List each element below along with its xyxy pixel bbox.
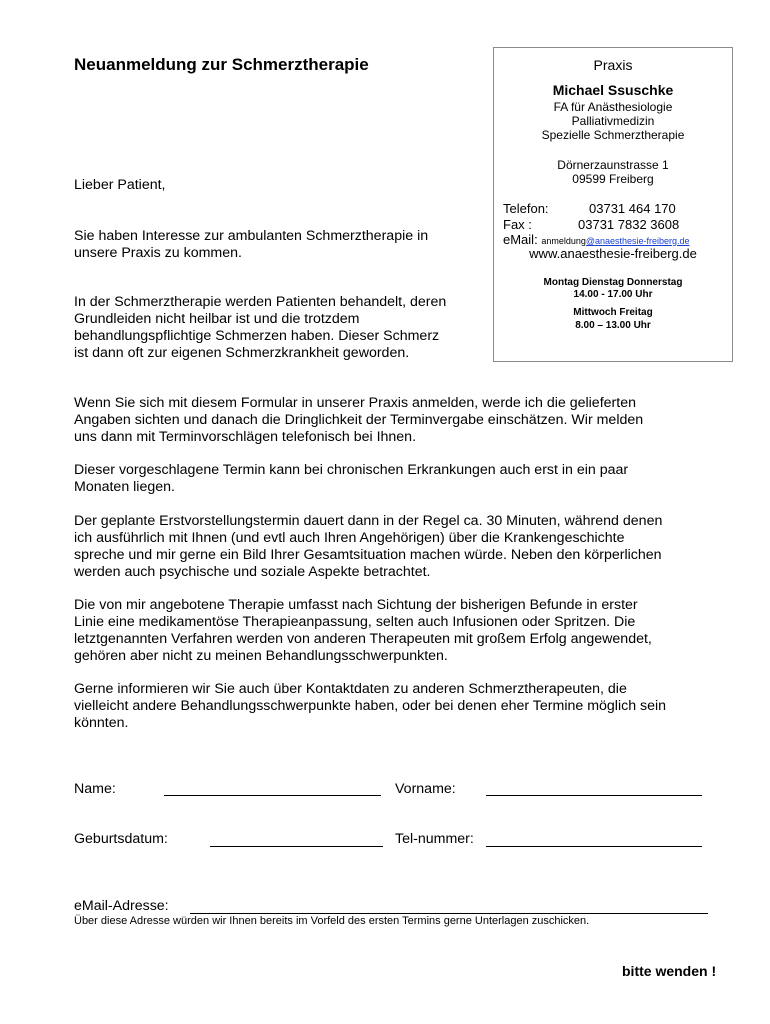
email-prefix: anmeldung bbox=[541, 236, 586, 246]
text-line: Angaben sichten und danach die Dringlichkeit der Terminvergabe einschätzen. Wir melden bbox=[74, 412, 644, 428]
email-field[interactable] bbox=[190, 913, 708, 914]
text-line: Gerne informieren wir Sie auch über Kontaktdaten zu anderen Schmerztherapeuten, die bbox=[74, 681, 627, 697]
phone-row bbox=[503, 201, 676, 216]
text-line: gehören aber nicht zu meinen Behandlungsschwerpunkten. bbox=[74, 648, 448, 664]
paragraph bbox=[74, 597, 652, 665]
fax-number: 03731 7832 3608 bbox=[578, 217, 680, 232]
geburtsdatum-field[interactable] bbox=[210, 846, 383, 847]
paragraph bbox=[74, 228, 428, 262]
text-line: uns dann mit Terminvorschlägen telefonisch bei Ihnen. bbox=[74, 429, 417, 445]
email-note: Über diese Adresse würden wir Ihnen bereits im Vorfeld des ersten Termins gerne Unterlagen zuschicken. bbox=[74, 915, 590, 927]
text-line: Grundleiden nicht heilbar ist und die trotzdem bbox=[74, 311, 360, 327]
specialty: Spezielle Schmerztherapie bbox=[541, 128, 685, 142]
turn-page-note: bitte wenden ! bbox=[622, 963, 717, 979]
website[interactable]: www.anaesthesie-freiberg.de bbox=[529, 246, 697, 261]
phone-label: Telefon: bbox=[503, 201, 549, 216]
text-line: ist dann oft zur eigenen Schmerzkrankheit geworden. bbox=[74, 345, 410, 361]
text-line: ich ausführlich mit Ihnen (und evtl auch Ihren Angehörigen) über die Krankengeschichte bbox=[74, 530, 625, 546]
text-line: In der Schmerztherapie werden Patienten behandelt, deren bbox=[74, 294, 447, 310]
fax-row bbox=[503, 217, 680, 232]
text-line: Dieser vorgeschlagene Termin kann bei chronischen Erkrankungen auch erst in ein paar bbox=[74, 462, 629, 478]
email-label: eMail: bbox=[503, 232, 538, 247]
telnummer-label: Tel-nummer: bbox=[395, 831, 474, 847]
geburtsdatum-label: Geburtsdatum: bbox=[74, 831, 168, 847]
specialty: FA für Anästhesiologie bbox=[553, 100, 673, 114]
text-line: Der geplante Erstvorstellungstermin dauert dann in der Regel ca. 30 Minuten, während denen bbox=[74, 513, 663, 529]
paragraph bbox=[74, 462, 628, 496]
text-line: werden auch psychische und soziale Aspekte betrachtet. bbox=[74, 564, 431, 580]
name-label: Name: bbox=[74, 781, 116, 797]
practice-info-box bbox=[493, 47, 733, 362]
email-field-label: eMail-Adresse: bbox=[74, 898, 169, 914]
text-line: Wenn Sie sich mit diesem Formular in unserer Praxis anmelden, werde ich die gelieferten bbox=[74, 395, 636, 411]
paragraph bbox=[74, 513, 662, 581]
text-line: Linie eine medikamentöse Therapieanpassung, selten auch Infusionen oder Spritzen. Die bbox=[74, 614, 636, 630]
text-line: spreche und mir gerne ein Bild Ihrer Gesamtsituation machen würde. Neben den körperlichen bbox=[74, 547, 662, 563]
text-line: vielleicht andere Behandlungsschwerpunkte haben, oder bei denen eher Termine möglich sein bbox=[74, 698, 667, 714]
fax-label: Fax : bbox=[503, 217, 532, 232]
name-field[interactable] bbox=[164, 795, 381, 796]
vorname-label: Vorname: bbox=[395, 781, 456, 797]
email-row bbox=[503, 232, 690, 247]
address-city: 09599 Freiberg bbox=[572, 172, 654, 186]
opening-days: Montag Dienstag Donnerstag bbox=[543, 277, 683, 288]
opening-time: 14.00 - 17.00 Uhr bbox=[573, 289, 653, 300]
paragraph bbox=[74, 395, 643, 446]
text-line: unsere Praxis zu kommen. bbox=[74, 245, 242, 261]
greeting: Lieber Patient, bbox=[74, 177, 166, 193]
text-line: Sie haben Interesse zur ambulanten Schmerztherapie in bbox=[74, 228, 429, 244]
opening-time: 8.00 – 13.00 Uhr bbox=[575, 320, 651, 331]
page-title: Neuanmeldung zur Schmerztherapie bbox=[74, 55, 369, 74]
phone-number: 03731 464 170 bbox=[589, 201, 676, 216]
telnummer-field[interactable] bbox=[486, 846, 702, 847]
vorname-field[interactable] bbox=[486, 795, 702, 796]
text-line: Monaten liegen. bbox=[74, 479, 175, 495]
text-line: letztgenannten Verfahren werden von anderen Therapeuten mit großem Erfolg angewendet, bbox=[74, 631, 652, 647]
paragraph bbox=[74, 681, 666, 732]
text-line: Die von mir angebotene Therapie umfasst nach Sichtung der bisherigen Befunde in erster bbox=[74, 597, 638, 613]
paragraph bbox=[74, 294, 446, 362]
practice-heading: Praxis bbox=[593, 57, 633, 73]
opening-days: Mittwoch Freitag bbox=[573, 307, 653, 318]
text-line: behandlungspflichtige Schmerzen haben. Dieser Schmerz bbox=[74, 328, 440, 344]
specialty: Palliativmedizin bbox=[571, 114, 655, 128]
doctor-name: Michael Ssuschke bbox=[552, 82, 674, 98]
email-link[interactable]: @anaesthesie-freiberg.de bbox=[585, 236, 690, 246]
text-line: könnten. bbox=[74, 715, 129, 731]
address-street: Dörnerzaunstrasse 1 bbox=[557, 158, 669, 172]
